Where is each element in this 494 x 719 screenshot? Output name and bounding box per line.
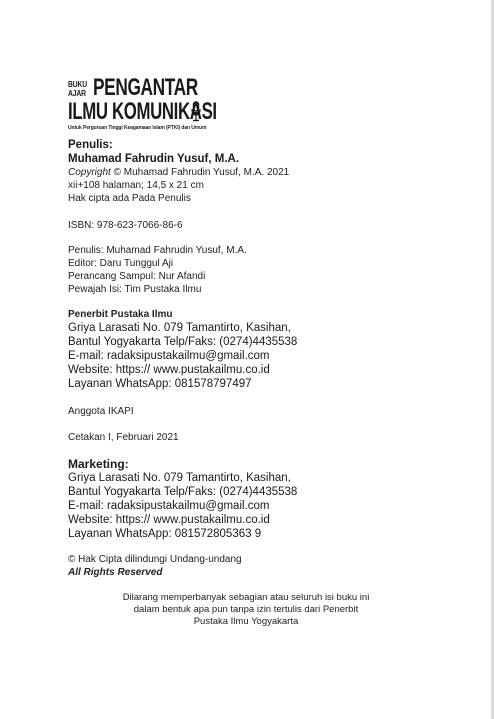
microphone-icon — [191, 101, 201, 123]
logo-bottom-row — [68, 100, 280, 124]
reproduction-notice — [90, 592, 402, 628]
publisher-whatsapp: Layanan WhatsApp: 081578797497 — [68, 378, 252, 390]
rights-holder: Hak cipta ada Pada Penulis — [68, 193, 191, 204]
page-count-size: xii+108 halaman; 14,5 x 21 cm — [68, 180, 204, 191]
publisher-address-1: Griya Larasati No. 079 Tamantirto, Kasihan, — [68, 322, 291, 334]
logo-top-row — [68, 74, 239, 100]
membership: Anggota IKAPI — [68, 406, 134, 417]
book-logo — [68, 74, 217, 136]
isbn: ISBN: 978-623-7066-86-6 — [68, 220, 183, 231]
all-rights-reserved: All Rights Reserved — [68, 567, 163, 578]
cover-designer-credit: Perancang Sampul: Nur Afandi — [68, 271, 206, 282]
marketing-address-1: Griya Larasati No. 079 Tamantirto, Kasihan, — [68, 472, 291, 484]
marketing-website: Website: https:// www.pustakailmu.co.id — [68, 514, 270, 526]
logo-small-word-2: AJAR — [68, 89, 86, 98]
logo-small-words — [68, 80, 87, 98]
logo-small-word-1: BUKU — [68, 80, 87, 89]
notice-line-1: Dilarang memperbanyak sebagian atau seluruh isi buku ini — [122, 592, 370, 603]
editor-credit: Editor: Daru Tunggul Aji — [68, 258, 174, 269]
copyright-line — [68, 166, 289, 179]
copyright-holder: © Muhamad Fahrudin Yusuf, M.A. 2021 — [113, 167, 290, 178]
marketing-address-2: Bantul Yogyakarta Telp/Faks: (0274)4435538 — [68, 486, 298, 498]
marketing-whatsapp: Layanan WhatsApp: 081572805363 9 — [68, 528, 262, 540]
publisher-address-2: Bantul Yogyakarta Telp/Faks: (0274)4435538 — [68, 336, 298, 348]
copyright-word: Copyright — [68, 167, 111, 178]
marketing-heading: Marketing: — [68, 457, 129, 471]
author-name: Muhamad Fahrudin Yusuf, M.A. — [68, 153, 240, 165]
layout-credit: Pewajah Isi: Tim Pustaka Ilmu — [68, 284, 202, 295]
copyright-protected: © Hak Cipta dilindungi Undang-undang — [68, 554, 242, 565]
publisher-website: Website: https:// www.pustakailmu.co.id — [68, 364, 270, 376]
writer-credit: Penulis: Muhamad Fahrudin Yusuf, M.A. — [68, 245, 247, 256]
publisher-heading: Penerbit Pustaka Ilmu — [68, 309, 173, 320]
publisher-email: E-mail: radaksipustakailmu@gmail.com — [68, 350, 270, 362]
logo-tagline: Untuk Perguruan Tinggi Keagamaan Islam (PTKI) dan Umum — [68, 125, 207, 131]
author-heading: Penulis: — [68, 139, 113, 151]
notice-line-2: dalam bentuk apa pun tanpa izin tertulis dari Penerbit — [133, 604, 359, 615]
logo-title-line-2: ILMU KOMUNIKASI — [68, 98, 217, 125]
notice-line-3: Pustaka Ilmu Yogyakarta — [193, 616, 299, 627]
edition: Cetakan I, Februari 2021 — [68, 432, 179, 443]
logo-title-line-1: PENGANTAR — [93, 74, 199, 101]
marketing-email: E-mail: radaksipustakailmu@gmail.com — [68, 500, 270, 512]
